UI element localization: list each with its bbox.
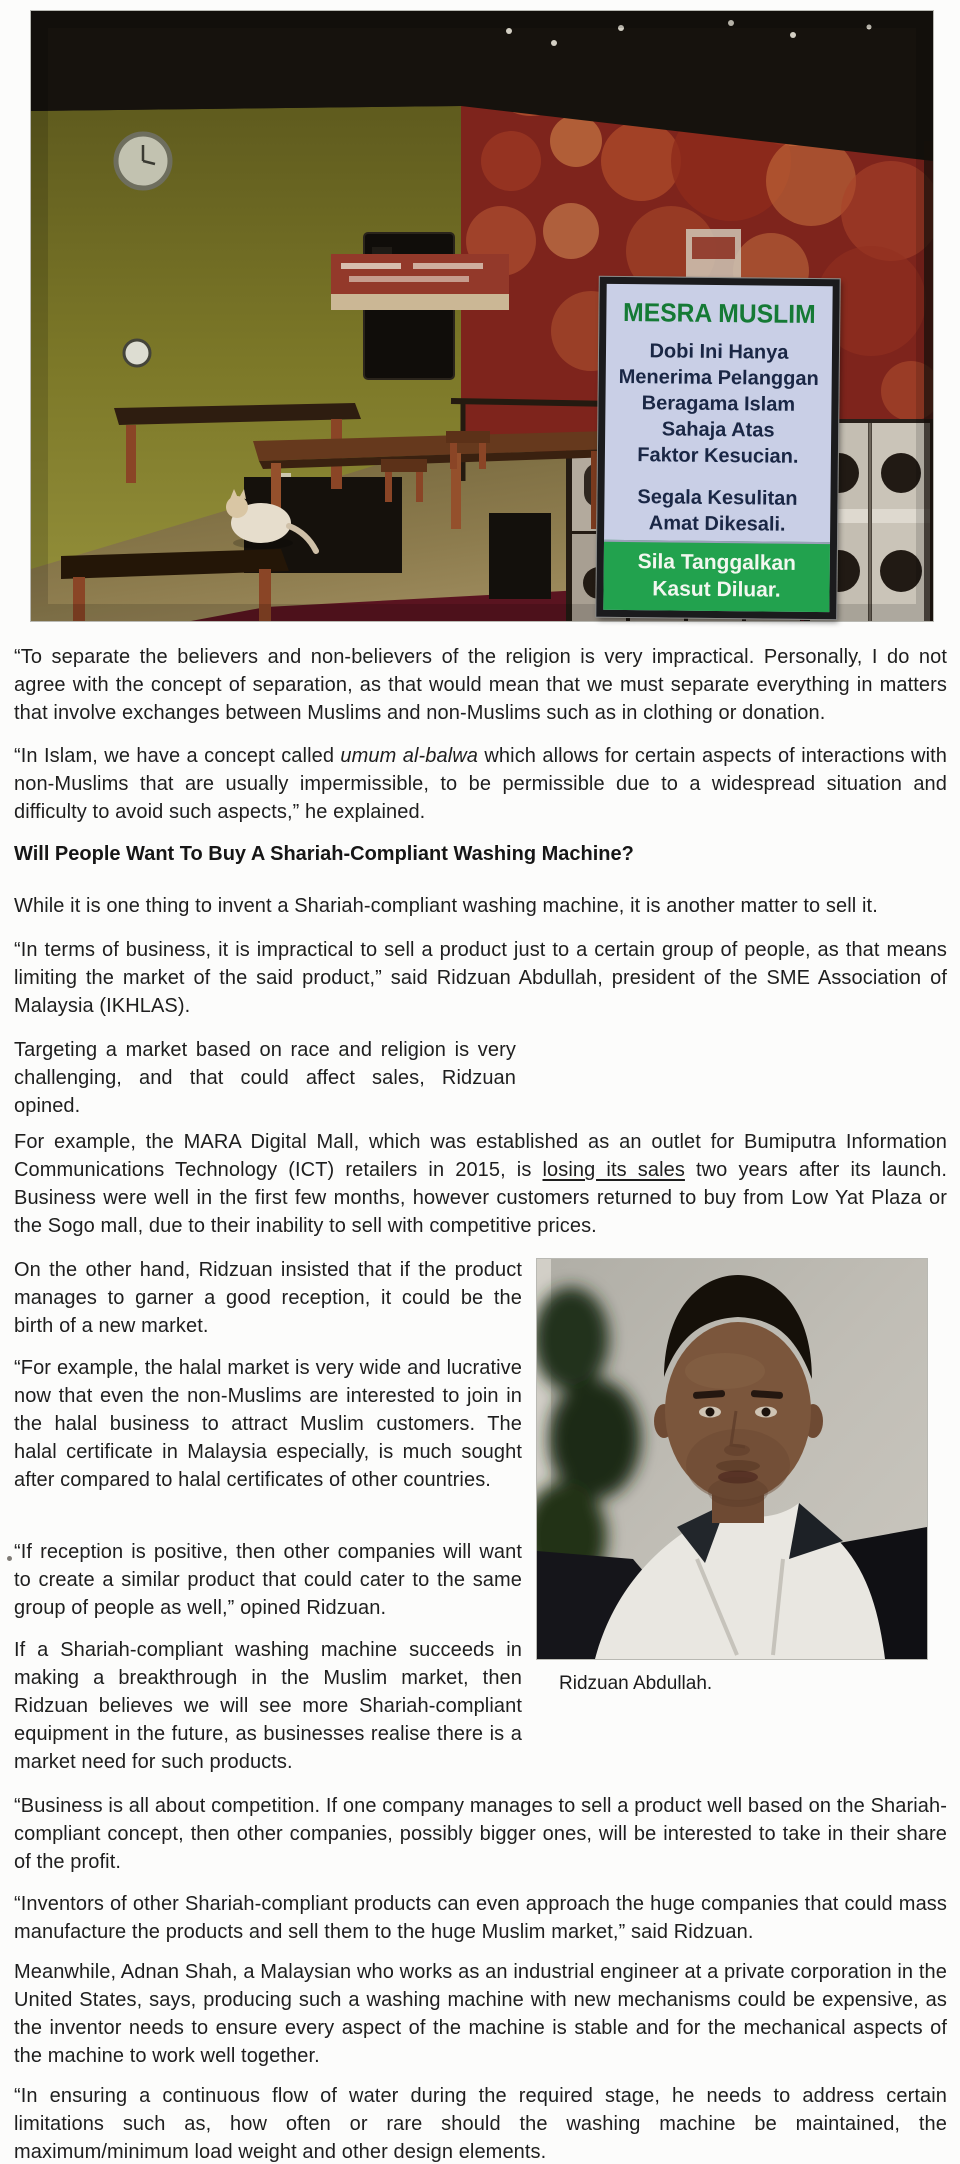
- paragraph-13: Meanwhile, Adnan Shah, a Malaysian who works as an industrial engineer at a private corporation in the United States, says, producing such a washing machine with new mechanisms could be expensive, as the inventor needs to ensure every aspect of the machine is stable and for the mechanical aspects of the machine to work well together.: [14, 1961, 947, 2067]
- paragraph-5: Targeting a market based on race and religion is very challenging, and that could affect sales, Ridzuan opined.: [14, 1039, 516, 1117]
- paragraph-6-post: two years after its launch. Business were well in the first few months, however customers returned to buy from Low Yat Plaza or the Sogo mall, due to their inability to sell with competitive prices.: [14, 1159, 947, 1237]
- round-wall-sign: [124, 340, 150, 366]
- paragraph-8: “For example, the halal market is very wide and lucrative now that even the non-Muslims are interested to join in the halal business to attract Muslim customers. The halal certificate in Malaysia especially, is much sought after compared to halal certificates of other countries.: [14, 1357, 522, 1491]
- paragraph-14: “In ensuring a continuous flow of water during the required stage, he needs to address certain limitations such as, how often or rare should the washing machine be maintained, the maximum/minimum load weight and other design elements.: [14, 2085, 947, 2163]
- portrait-caption: Ridzuan Abdullah.: [559, 1673, 713, 1694]
- paragraph-2: [14, 742, 947, 826]
- portrait-photo: [536, 1258, 928, 1660]
- paragraph-6: [14, 1128, 947, 1240]
- portrait-art: [537, 1259, 927, 1659]
- sign-note: [604, 484, 831, 538]
- sign-body-line: Sahaja Atas: [661, 418, 775, 442]
- paragraph-11: “Business is all about competition. If one company manages to sell a product well based on the Shariah-compliant concept, then other companies, possibly bigger ones, will be interested to take in their share of the profit.: [14, 1795, 947, 1873]
- paragraph-10: If a Shariah-compliant washing machine succeeds in making a breakthrough in the Muslim market, then Ridzuan believes we will see more Shariah-compliant equipment in the future, as businesses realise there is a market need for such products.: [14, 1639, 522, 1773]
- sign-body-line: Faktor Kesucian.: [637, 444, 799, 468]
- paragraph-12: “Inventors of other Shariah-compliant products can even approach the huge companies that could mass manufacture the products and sell them to the huge Muslim market,” said Ridzuan.: [14, 1893, 947, 1943]
- sign-footer: [603, 540, 830, 612]
- wall-banner: [331, 254, 509, 310]
- sign-note-line: Segala Kesulitan: [637, 486, 798, 510]
- sign-body-line: Dobi Ini Hanya: [649, 340, 789, 364]
- portrait-figure: [536, 1258, 928, 1695]
- sign-note-line: Amat Dikesali.: [648, 512, 786, 536]
- sign-body-line: Beragama Islam: [641, 392, 796, 416]
- paragraph-7: On the other hand, Ridzuan insisted that if the product manages to garner a good reception, it could be the birth of a new market.: [14, 1259, 522, 1337]
- dark-box: [489, 513, 551, 599]
- paragraph-6-underlined-phrase: losing its sales: [542, 1159, 685, 1181]
- sign-title: MESRA MUSLIM: [622, 296, 816, 330]
- wall-clock: [116, 134, 170, 188]
- section-heading: Will People Want To Buy A Shariah-Compliant Washing Machine?: [14, 843, 634, 865]
- sign-footer-line: Sila Tanggalkan: [637, 550, 797, 575]
- paragraph-9: “If reception is positive, then other companies will want to create a similar product that could cater to the same group of people as well,” opined Ridzuan.: [14, 1541, 522, 1619]
- paragraph-2-pre: “In Islam, we have a concept called: [14, 745, 341, 767]
- paragraph-1: “To separate the believers and non-believers of the religion is very impractical. Personally, I do not agree with the concept of separation, as that would mean that we must separate everything in matters that involve exchanges between Muslims and non-Muslims such as in clothing or donation.: [14, 646, 947, 724]
- mesra-muslim-signboard: [596, 277, 840, 619]
- sign-body: [605, 338, 832, 470]
- sign-body-line: Menerima Pelanggan: [618, 365, 819, 391]
- paragraph-2-post: which allows for certain aspects of interactions with non-Muslims that are usually impermissible, to be permissible due to a widespread situation and difficulty to avoid such aspects,” he explained.: [14, 745, 947, 823]
- paragraph-6-pre: For example, the MARA Digital Mall, which was established as an outlet for Bumiputra Information Communications Technology (ICT) retailers in 2015, is: [14, 1131, 947, 1181]
- paragraph-4: “In terms of business, it is impractical to sell a product just to a certain group of people, as that means limiting the market of the said product,” said Ridzuan Abdullah, president of the SME Association of Malaysia (IKHLAS).: [14, 939, 947, 1017]
- scan-artifact: [7, 1556, 12, 1561]
- paragraph-2-italic-term: umum al-balwa: [340, 745, 479, 767]
- paragraph-3: While it is one thing to invent a Shariah-compliant washing machine, it is another matter to sell it.: [14, 895, 878, 917]
- sign-footer-line: Kasut Diluar.: [652, 577, 781, 602]
